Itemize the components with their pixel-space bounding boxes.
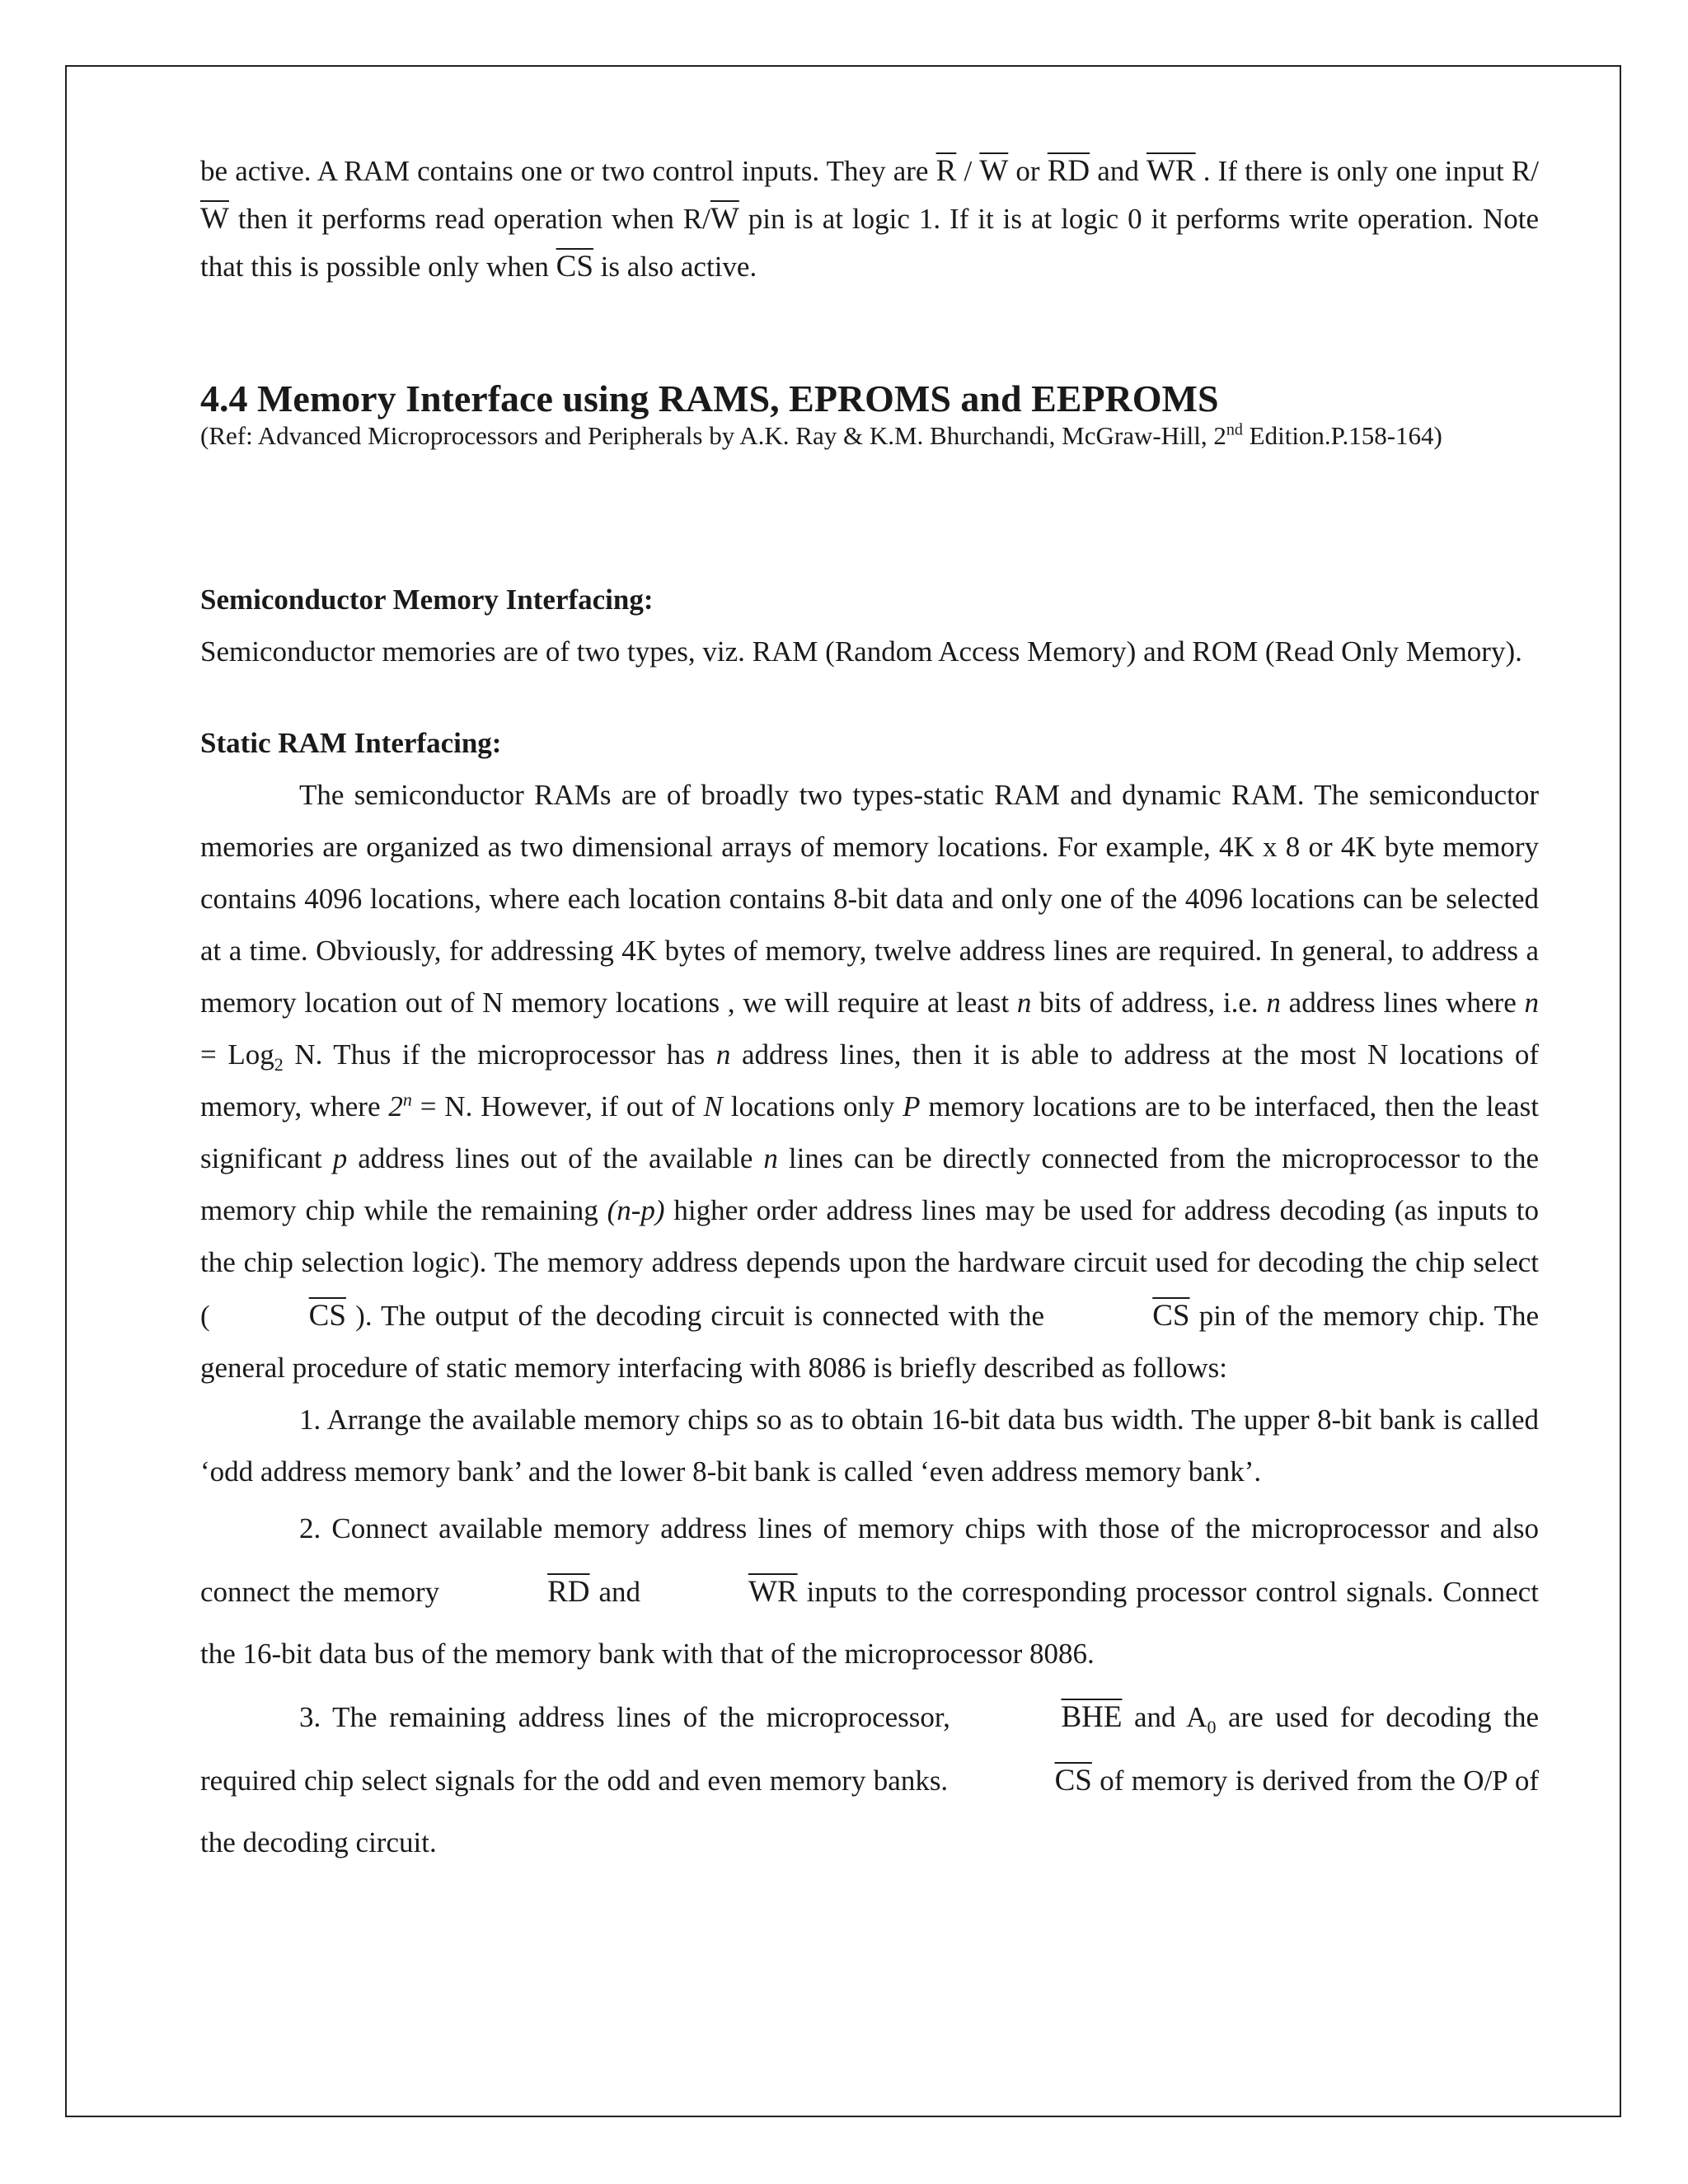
reference-sup: nd [1226, 420, 1243, 439]
intro-text: pin is at logic 1. If it is at logic 0 it performs write operation. Note that this is possible only when [200, 203, 1539, 283]
body-text: of memory is derived from the O/P of the decoding circuit. [200, 1765, 1539, 1858]
var-two: 2 [388, 1090, 403, 1122]
static-ram-heading: Static RAM Interfacing: [200, 727, 502, 759]
body-text: ). The output of the decoding circuit is connected with the [345, 1300, 1054, 1332]
body-text: address lines, then it is able to address at the most N locations of memory, where [200, 1038, 1540, 1122]
semiconductor-heading: Semiconductor Memory Interfacing: [200, 583, 654, 616]
var-p: p [332, 1142, 348, 1174]
var-n: n [1524, 987, 1540, 1019]
intro-text: and [1090, 155, 1146, 187]
body-text: locations only [722, 1090, 903, 1122]
w-bar-signal: $\overline{W}$ [979, 154, 1009, 188]
var-n-minus-p: (n-p) [607, 1194, 665, 1226]
body-text: address lines out of the available [347, 1142, 764, 1174]
body-text: N. Thus if the microprocessor has [283, 1038, 716, 1071]
body-text: and [589, 1576, 649, 1608]
body-text: The semiconductor RAMs are of broadly two types-static RAM and dynamic RAM. The semiconductor memories are organized as two dimensional arrays of memory locations. For example, 4K x 8 or 4K byte memory contains 4096 locations, where each location contains 8-bit data and only one of the 4096 locations can be selected at a time. Obviously, for addressing 4K bytes of memory, twelve address lines are required. In general, to address a memory location out of N memory locations , we will require at least [200, 779, 1539, 1019]
reference-text: Edition.P.158-164) [1242, 421, 1442, 450]
semiconductor-paragraph: Semiconductor memories are of two types, viz. RAM (Random Access Memory) and ROM (Read Only Memory). [200, 635, 1522, 668]
page-content [200, 147, 1539, 1873]
intro-text: . If there is only one input R/ [1195, 155, 1539, 187]
intro-text: then it performs read operation when R/ [228, 203, 710, 235]
intro-text: be active. A RAM contains one or two control inputs. They are [200, 155, 936, 187]
superscript-n: n [402, 1089, 412, 1110]
cs-bar-signal: $\overline{CS}$ [1152, 1299, 1190, 1333]
cs-bar-signal: $\overline{CS}$ [556, 250, 593, 284]
cs-bar-signal: $\overline{CS}$ [1054, 1764, 1092, 1797]
var-n: n [763, 1142, 778, 1174]
cs-bar-signal: $\overline{CS}$ [308, 1299, 346, 1333]
section-heading: 4.4 Memory Interface using RAMS, EPROMS and EEPROMS [200, 377, 1219, 419]
w-bar-signal: $\overline{W}$ [710, 202, 739, 236]
var-N: N [703, 1090, 723, 1122]
intro-paragraph [200, 147, 1539, 290]
body-text: and A [1122, 1701, 1207, 1733]
body-text: inputs to the corresponding processor control signals. Connect the 16-bit data bus of the memory bank with that of the microprocessor 8086. [200, 1576, 1539, 1670]
var-n: n [1016, 987, 1032, 1019]
body-text: = Log [200, 1038, 274, 1071]
step-2 [200, 1497, 1539, 1685]
body-text: lines can be directly connected from the microprocessor to the memory chip while the remaining [200, 1142, 1539, 1226]
body-text: memory locations are to be interfaced, then the least significant [200, 1090, 1539, 1174]
body-text: address lines where [1280, 987, 1525, 1019]
body-text: bits of address, i.e. [1031, 987, 1267, 1019]
slash: / [956, 155, 980, 187]
w-bar-signal: $\overline{W}$ [200, 202, 229, 236]
subscript: 0 [1207, 1717, 1217, 1737]
body-text: are used for decoding the required chip select signals for the odd and even memory banks. [200, 1701, 1539, 1797]
static-ram-paragraph [200, 769, 1539, 1394]
body-text: pin of the memory chip. The general procedure of static memory interfacing with 8086 is briefly described as follows: [200, 1300, 1539, 1384]
body-text: 2. Connect available memory address lines of memory chips with those of the microprocessor and also connect the memory [200, 1512, 1539, 1608]
wr-bar-signal: $\overline{WR}$ [748, 1575, 798, 1609]
var-n: n [715, 1038, 731, 1071]
wr-bar-signal: $\overline{WR}$ [1146, 154, 1196, 188]
rd-bar-signal: $\overline{RD}$ [1047, 154, 1090, 188]
body-text: = N. However, if out of [411, 1090, 704, 1122]
intro-text: is also active. [593, 251, 757, 283]
var-n: n [1266, 987, 1281, 1019]
intro-text: or [1008, 155, 1048, 187]
var-P: P [903, 1090, 921, 1122]
reference-text: (Ref: Advanced Microprocessors and Peripherals by A.K. Ray & K.M. Bhurchandi, McGraw-Hill, 2 [200, 421, 1226, 450]
reference-note [200, 422, 1539, 450]
body-text: higher order address lines may be used for address decoding (as inputs to the chip selection logic). The memory address depends upon the hardware circuit used for decoding the chip select ( [200, 1194, 1540, 1332]
step-1: 1. Arrange the available memory chips so as to obtain 16-bit data bus width. The upper 8-bit bank is called ‘odd address memory bank’ and the lower 8-bit bank is called ‘even address memory bank’. [200, 1404, 1539, 1488]
step-3 [200, 1685, 1539, 1873]
body-text: 3. The remaining address lines of the microprocessor, [299, 1701, 963, 1733]
rd-bar-signal: $\overline{RD}$ [547, 1575, 590, 1609]
r-signal: $\overline{R}$ [935, 154, 957, 188]
subscript: 2 [274, 1054, 284, 1075]
bhe-bar-signal: $\overline{BHE}$ [1061, 1700, 1123, 1734]
